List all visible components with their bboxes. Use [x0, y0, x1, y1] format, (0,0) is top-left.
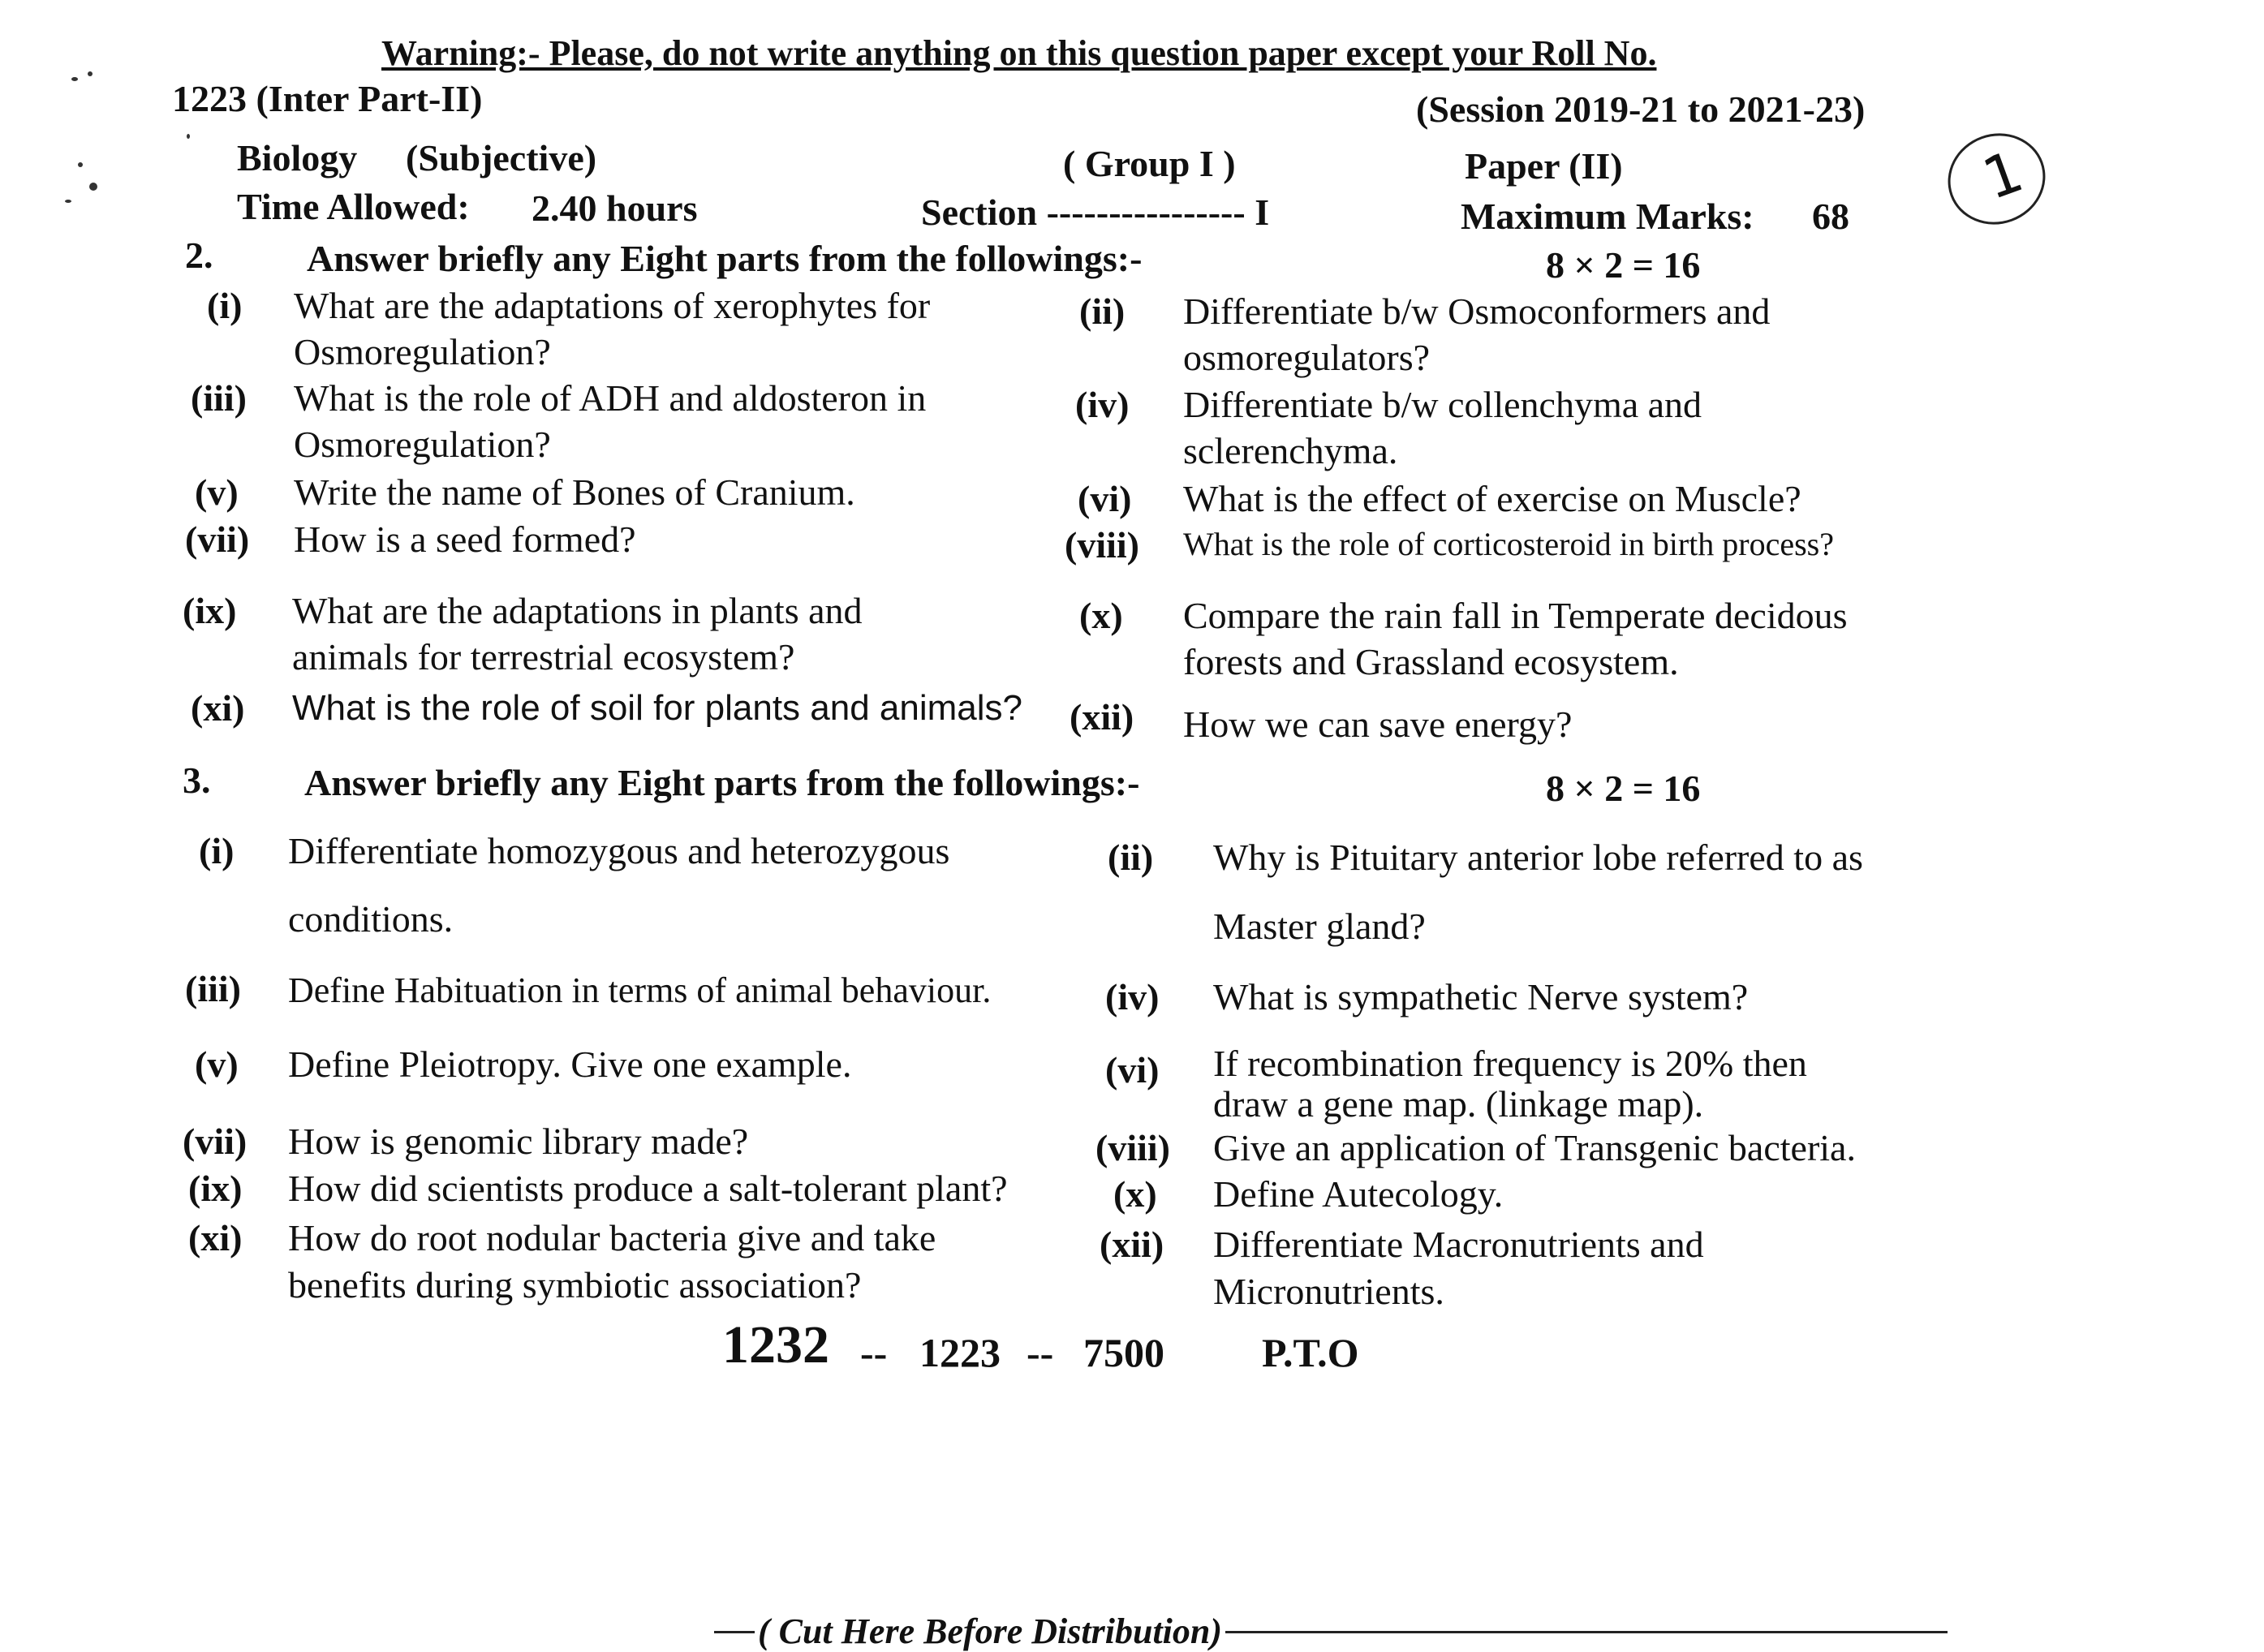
- scan-speck: [88, 71, 93, 76]
- q3-part-text: conditions.: [288, 898, 454, 940]
- marks-value: 68: [1812, 196, 1849, 237]
- q3-part-label: (iv): [1105, 976, 1160, 1017]
- q3-instruction: Answer briefly any Eight parts from the followings:-: [304, 762, 1140, 803]
- q2-part-label: (vii): [185, 518, 250, 560]
- q2-part-label: (iv): [1075, 384, 1130, 425]
- q2-number: 2.: [185, 234, 213, 276]
- q2-part-label: (ii): [1079, 290, 1126, 332]
- footer-separator: --: [860, 1330, 888, 1375]
- q3-part-text: Define Pleiotropy. Give one example.: [288, 1043, 852, 1085]
- q2-part-label: (v): [195, 471, 239, 513]
- q3-part-label: (iii): [185, 968, 241, 1009]
- q3-part-text: Define Habituation in terms of animal behaviour.: [288, 970, 992, 1010]
- q2-part-text: How is a seed formed?: [294, 518, 636, 560]
- q3-part-text: Give an application of Transgenic bacteria.: [1213, 1127, 1856, 1168]
- cut-here-label: ( Cut Here Before Distribution): [755, 1611, 1225, 1652]
- q3-part-label: (ii): [1108, 837, 1154, 878]
- scan-speck: [187, 134, 190, 139]
- q3-part-label: (xii): [1100, 1224, 1164, 1265]
- q3-part-label: (i): [199, 830, 235, 871]
- paper-type: (Subjective): [406, 137, 597, 179]
- q3-number: 3.: [183, 759, 211, 801]
- scan-speck: [65, 200, 71, 203]
- group: ( Group I ): [1063, 143, 1236, 184]
- q3-part-text: How did scientists produce a salt-tolerant plant?: [288, 1168, 1008, 1209]
- footer-code-end: 7500: [1083, 1330, 1164, 1375]
- scan-speck: [71, 77, 78, 81]
- q3-part-text: Master gland?: [1213, 906, 1426, 947]
- q2-part-label: (ix): [183, 590, 237, 631]
- q3-part-label: (v): [195, 1043, 239, 1085]
- subject: Biology: [237, 137, 358, 179]
- q2-part-label: (xi): [191, 687, 245, 729]
- q3-marks: 8 × 2 = 16: [1546, 768, 1701, 809]
- q2-instruction: Answer briefly any Eight parts from the followings:-: [307, 238, 1143, 279]
- q2-part-text: What is the role of corticosteroid in birth process?: [1183, 526, 1834, 562]
- q2-part-text: How we can save energy?: [1183, 703, 1573, 745]
- q2-part-label: (xii): [1070, 696, 1134, 738]
- q2-part-text: Differentiate b/w Osmoconformers and osmoregulators?: [1183, 290, 1771, 378]
- q3-part-text: Define Autecology.: [1213, 1173, 1504, 1215]
- q2-part-text: Write the name of Bones of Cranium.: [294, 471, 855, 513]
- q3-part-text: What is sympathetic Nerve system?: [1213, 976, 1749, 1017]
- warning-text: Warning:- Please, do not write anything on this question paper except your Roll No.: [381, 33, 1657, 73]
- footer-code-mid: 1223: [919, 1330, 1001, 1375]
- q3-part-text: Differentiate homozygous and heterozygous: [288, 830, 950, 871]
- scan-speck: [78, 162, 83, 167]
- section-label: Section ---------------- I: [921, 191, 1270, 233]
- footer-code-big: 1232: [722, 1315, 829, 1375]
- q2-part-label: (viii): [1065, 524, 1139, 566]
- paper-code: 1223 (Inter Part-II): [172, 78, 483, 119]
- q2-part-label: (x): [1079, 595, 1123, 636]
- q2-part-text: Differentiate b/w collenchyma and sclerenchyma.: [1183, 384, 1702, 471]
- q2-part-text: What is the effect of exercise on Muscle?: [1183, 478, 1801, 519]
- session: (Session 2019-21 to 2021-23): [1416, 88, 1866, 130]
- q2-part-label: (vi): [1078, 478, 1132, 519]
- paper-number: Paper (II): [1465, 145, 1623, 187]
- q3-part-label: (ix): [188, 1168, 243, 1209]
- circled-number: 1: [1935, 120, 2059, 239]
- q3-part-label: (vii): [183, 1121, 247, 1162]
- q3-part-label: (viii): [1095, 1127, 1170, 1168]
- q2-part-text: What are the adaptations in plants and animals for terrestrial ecosystem?: [292, 590, 863, 678]
- q3-part-label: (xi): [188, 1217, 243, 1258]
- q2-part-text: What is the role of ADH and aldosteron in Osmoregulation?: [294, 377, 927, 465]
- q2-part-text: What is the role of soil for plants and animals?: [292, 688, 1023, 728]
- time-label: Time Allowed:: [237, 186, 470, 227]
- q2-part-label: (i): [207, 285, 243, 326]
- scan-speck: [89, 183, 97, 191]
- q3-part-label: (x): [1113, 1173, 1157, 1215]
- q2-part-label: (iii): [191, 377, 247, 419]
- marks-label: Maximum Marks:: [1461, 196, 1754, 237]
- q3-part-text: Why is Pituitary anterior lobe referred to as: [1213, 837, 1863, 878]
- q2-marks: 8 × 2 = 16: [1546, 244, 1701, 286]
- time-value: 2.40 hours: [532, 187, 698, 229]
- q2-part-text: What are the adaptations of xerophytes for Osmoregulation?: [294, 285, 931, 372]
- footer-separator: --: [1027, 1330, 1054, 1375]
- q3-part-text: How is genomic library made?: [288, 1121, 749, 1162]
- q3-part-label: (vi): [1105, 1049, 1160, 1091]
- q3-part-text: Differentiate Macronutrients and Micronutrients.: [1213, 1224, 1704, 1312]
- pto-label: P.T.O: [1262, 1330, 1359, 1375]
- q3-part-text: If recombination frequency is 20% then draw a gene map. (linkage map).: [1213, 1043, 1807, 1125]
- q2-part-text: Compare the rain fall in Temperate decidous forests and Grassland ecosystem.: [1183, 595, 1848, 682]
- q3-part-text: How do root nodular bacteria give and take benefits during symbiotic association?: [288, 1217, 936, 1306]
